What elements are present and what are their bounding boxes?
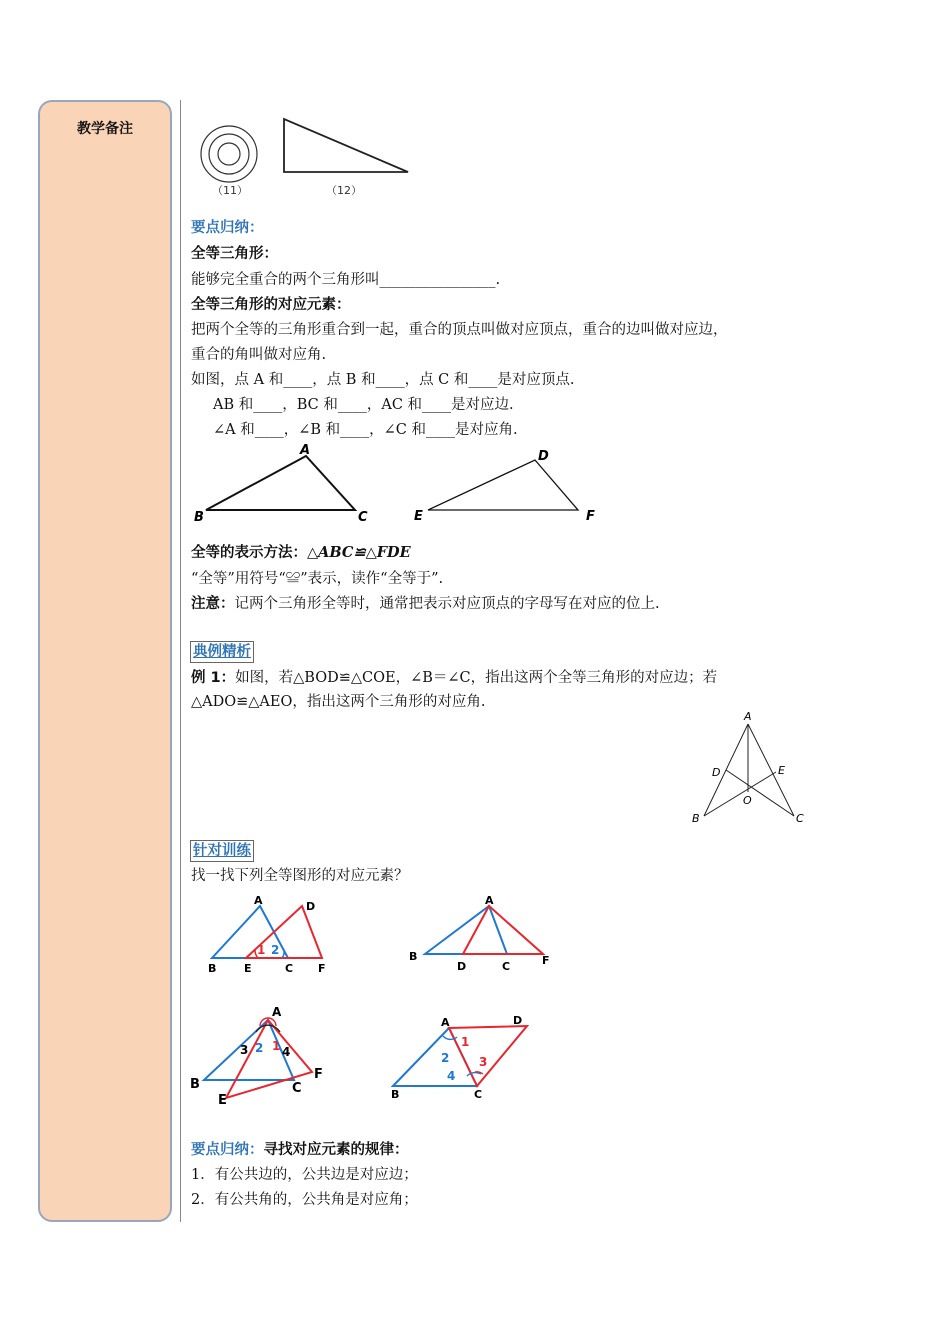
label-C: C — [358, 510, 368, 525]
training-figure-4 — [385, 1010, 535, 1104]
training-section-title — [190, 840, 254, 862]
notation-title: 全等的表示方法： — [191, 545, 307, 561]
note-text: 记两个三角形全等时，通常把表示对应顶点的字母写在对应的位上. — [234, 596, 660, 612]
t3-C: C — [292, 1081, 302, 1096]
t3-n1: 1 — [272, 1039, 281, 1053]
training-figure-3 — [188, 1002, 338, 1106]
t4-n1: 1 — [461, 1035, 470, 1049]
t2-C: C — [502, 960, 511, 973]
t4-B: B — [391, 1088, 400, 1101]
sidebar-title: 教学备注 — [77, 121, 133, 137]
ex-label-O: O — [743, 794, 752, 807]
t3-n2: 2 — [255, 1041, 264, 1055]
t4-n2: 2 — [441, 1051, 450, 1065]
label-B: B — [194, 510, 204, 525]
column-divider — [180, 100, 181, 1222]
triangle-abc-figure — [190, 442, 380, 524]
t1-B: B — [208, 962, 217, 975]
definition-title: 全等三角形： — [191, 246, 278, 262]
training-prompt: 找一找下列全等图形的对应元素？ — [191, 868, 409, 884]
note-label: 注意： — [191, 596, 235, 612]
ex-label-C: C — [796, 812, 804, 825]
ex-label-E: E — [778, 764, 785, 777]
teaching-notes-sidebar — [38, 100, 172, 1222]
rule-1: 1．有公共边的，公共边是对应边； — [191, 1167, 418, 1183]
t3-B: B — [190, 1077, 200, 1092]
t3-E: E — [218, 1093, 227, 1108]
ex-label-B: B — [692, 812, 700, 825]
example-figure — [688, 708, 818, 833]
triangle-def-figure — [410, 446, 600, 526]
summary2-heading: 要点归纳： — [191, 1142, 264, 1158]
t4-A: A — [441, 1016, 450, 1029]
t2-D: D — [457, 960, 467, 973]
angles-line: ∠A 和____，∠B 和____，∠C 和____是对应角. — [213, 422, 518, 438]
example-line-1 — [191, 668, 717, 688]
t1-n2: 2 — [271, 943, 280, 957]
example-label: 例 1： — [191, 670, 236, 686]
t4-C: C — [474, 1088, 483, 1101]
summary2-line — [191, 1140, 409, 1160]
vertices-line: 如图，点 A 和____，点 B 和____，点 C 和____是对应顶点. — [191, 372, 575, 388]
ex-label-D: D — [712, 766, 721, 779]
t2-F: F — [542, 954, 550, 967]
example-text-1: 如图，若△BOD≌△COE，∠B＝∠C，指出这两个全等三角形的对应边；若 — [235, 670, 718, 686]
figure-label-12: （12） — [326, 184, 362, 197]
t4-n4: 4 — [447, 1069, 456, 1083]
sides-line: AB 和____，BC 和____，AC 和____是对应边. — [213, 397, 514, 413]
t2-A: A — [485, 894, 494, 907]
t3-n3: 3 — [240, 1043, 249, 1057]
symbol-line: “全等”用符号“≌”表示，读作“全等于”. — [191, 571, 444, 587]
t1-A: A — [254, 894, 263, 907]
summary2-title: 寻找对应元素的规律： — [263, 1142, 409, 1158]
t4-D: D — [513, 1014, 523, 1027]
training-figure-2 — [405, 892, 560, 978]
summary-heading: 要点归纳： — [191, 220, 264, 236]
label-D: D — [538, 449, 549, 464]
t1-E: E — [244, 962, 252, 975]
example-line-2: △ADO≌△AEO，指出这两个三角形的对应角. — [191, 694, 486, 710]
note-line — [191, 594, 660, 614]
training-section-label: 针对训练 — [193, 843, 251, 859]
t1-n1: 1 — [257, 943, 266, 957]
rule-2: 2．有公共角的，公共角是对应角； — [191, 1192, 418, 1208]
label-A: A — [300, 443, 311, 458]
notation-formula: △ABC≌△FDE — [307, 544, 411, 561]
concentric-circles-figure — [200, 124, 270, 200]
t3-F: F — [314, 1067, 323, 1082]
figure-label-11: （11） — [212, 184, 248, 197]
label-F: F — [586, 509, 595, 524]
definition-text: 能够完全重合的两个三角形叫________________. — [191, 272, 501, 288]
ex-label-A: A — [744, 710, 752, 723]
t1-C: C — [285, 962, 294, 975]
elements-title: 全等三角形的对应元素： — [191, 297, 351, 313]
elements-line-2: 重合的角叫做对应角. — [191, 347, 327, 363]
t1-F: F — [318, 962, 326, 975]
t1-D: D — [306, 900, 316, 913]
training-figure-1 — [200, 892, 340, 980]
t3-A: A — [272, 1005, 282, 1019]
t4-n3: 3 — [479, 1055, 488, 1069]
example-section-label: 典例精析 — [193, 644, 251, 660]
right-triangle-figure — [280, 116, 415, 200]
elements-line-1: 把两个全等的三角形重合到一起，重合的顶点叫做对应顶点，重合的边叫做对应边， — [191, 322, 728, 338]
notation-line — [191, 543, 411, 563]
label-E: E — [414, 509, 423, 524]
t3-n4: 4 — [282, 1045, 291, 1059]
t2-B: B — [409, 950, 418, 963]
example-section-title — [190, 641, 254, 663]
